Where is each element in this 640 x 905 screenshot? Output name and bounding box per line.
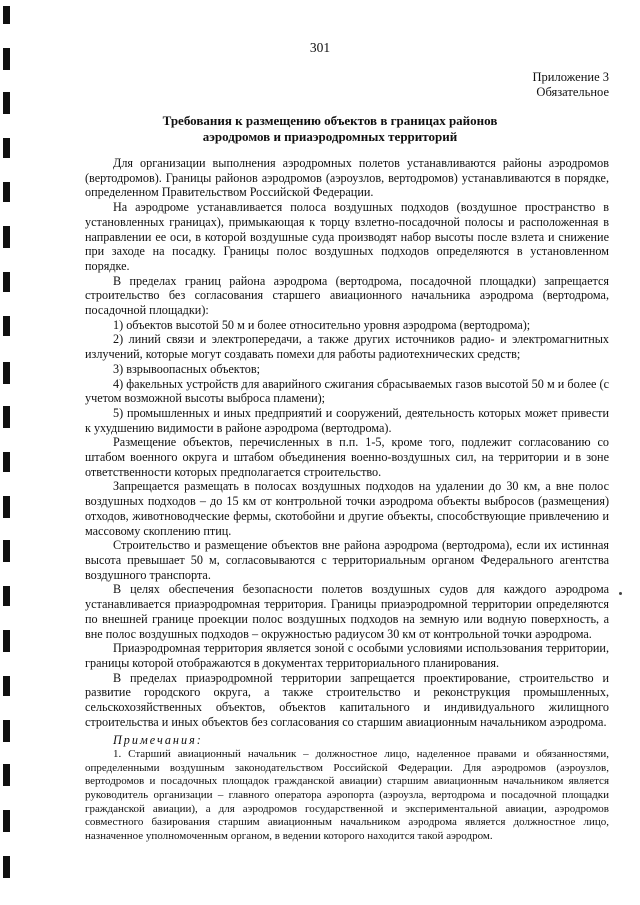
document-title <box>60 113 600 145</box>
binding-mark <box>3 810 10 832</box>
binding-mark <box>3 856 10 878</box>
list-item: 1) объектов высотой 50 м и более относительно уровня аэродрома (вертодрома); <box>113 317 531 332</box>
paragraph: В пределах приаэродромной территории запрещается проектирование, строительство и развитие городского округа, а также строительство и реконструкция промышленных, сельскохозяйственных объектов, объектов капитального и индивидуального жилищного строительства и иных объектов без согласования со старшим авиационным начальником аэродрома. <box>85 670 609 729</box>
appendix-label <box>533 70 609 100</box>
page-number: 301 <box>309 40 331 55</box>
binding-mark <box>3 720 10 742</box>
list-item: 3) взрывоопасных объектов; <box>113 361 260 376</box>
binding-mark <box>3 6 10 24</box>
paragraph: Приаэродромная территория является зоной с особыми условиями использования территории, границы которой отображаются в документах территориального планирования. <box>85 641 609 670</box>
paragraph: В целях обеспечения безопасности полетов воздушных судов для каждого аэродрома устанавливается приаэродромная территория. Границы приаэродромной территории определяются по внешней границе проекции полос воздушных подходов на земную или водную поверхность, а вне полос воздушных подходов – окружностью радиусом 30 км от контрольной точки аэродрома. <box>85 582 609 641</box>
binding-mark <box>3 272 10 292</box>
title-line: аэродромов и приаэродромных территорий <box>202 129 458 144</box>
document-body <box>85 156 609 843</box>
appendix-status: Обязательное <box>536 85 609 99</box>
binding-mark <box>3 92 10 114</box>
paragraph: Запрещается размещать в полосах воздушных подходов на удалении до 30 км, а вне полос воздушных подходов – до 15 км от контрольной точки аэродрома объекты выбросов (размещения) отходов, животноводческие фермы, скотобойни и другие объекты, способствующие привлечению и массовому скоплению птиц. <box>85 479 609 538</box>
paragraph: Строительство и размещение объектов вне района аэродрома (вертодрома), если их истинная высота превышает 50 м, согласовываются с территориальным органом Федерального агентства воздушного транспорта. <box>85 538 609 582</box>
scan-speck <box>619 592 622 595</box>
binding-mark <box>3 676 10 696</box>
binding-mark <box>3 316 10 336</box>
note-item: 1. Старший авиационный начальник – должностное лицо, наделенное правами и обязанностями, определенными воздушным законодательством Российской Федерации. Для аэродромов (аэроузлов, вертодромов и посадочных площадок гражданской авиации) старшим авиационным начальником является руководитель организации – главного оператора аэропорта (аэроузла, вертодрома и посадочной площадки гражданской авиации), а для аэродромов государственной и экспериментальной авиации, аэродромов совместного базирования старшим авиационным начальником аэродрома является должностное лицо, назначенное уполномоченным органом, в ведении которого находится такой аэродром. <box>85 748 609 842</box>
paragraph: Для организации выполнения аэродромных полетов устанавливаются районы аэродромов (вертодромов). Границы районов аэродромов (аэроузлов, вертодромов) устанавливаются в порядке, определенном Правительством Российской Федерации. <box>85 156 609 200</box>
binding-mark <box>3 362 10 384</box>
binding-mark <box>3 630 10 652</box>
binding-mark <box>3 226 10 248</box>
binding-mark <box>3 452 10 472</box>
binding-mark <box>3 764 10 786</box>
notes-section <box>85 748 609 843</box>
binding-mark <box>3 182 10 202</box>
notes-heading: Примечания: <box>113 733 203 748</box>
binding-edge <box>0 0 16 905</box>
binding-mark <box>3 406 10 428</box>
paragraph: На аэродроме устанавливается полоса воздушных подходов (воздушное пространство в установленных границах), примыкающая к торцу взлетно-посадочной полосы и расположенная в направлении ее оси, в которой воздушные суда производят набор высоты после взлета и снижение при заходе на посадку. Границы полос воздушных подходов определяются в установленном порядке. <box>85 200 609 273</box>
binding-mark <box>3 138 10 158</box>
list-item: 5) промышленных и иных предприятий и сооружений, деятельность которых может привести к ухудшению видимости в районе аэродрома (вертодрома). <box>85 405 609 435</box>
list-item: 2) линий связи и электропередачи, а также других источников радио- и электромагнитных излучений, которые могут создавать помехи для работы радиотехнических средств; <box>85 332 609 362</box>
appendix-number: Приложение 3 <box>532 70 609 84</box>
title-line: Требования к размещению объектов в границах районов <box>162 113 498 128</box>
binding-mark <box>3 586 10 606</box>
list-item: 4) факельных устройств для аварийного сжигания сбрасываемых газов высотой 50 м и более (с учетом возможной высоты выброса пламени); <box>85 376 609 406</box>
paragraph: Размещение объектов, перечисленных в п.п. 1-5, кроме того, подлежит согласованию со штабом военного округа и штабом объединения военно-воздушных сил, на территории и в зоне ответственности которых предполагается строительство. <box>85 435 609 479</box>
binding-mark <box>3 496 10 518</box>
binding-mark <box>3 540 10 562</box>
paragraph: В пределах границ района аэродрома (вертодрома, посадочной площадки) запрещается строительство без согласования старшего авиационного начальника аэродрома (вертодрома, посадочной площадки): <box>85 273 609 318</box>
